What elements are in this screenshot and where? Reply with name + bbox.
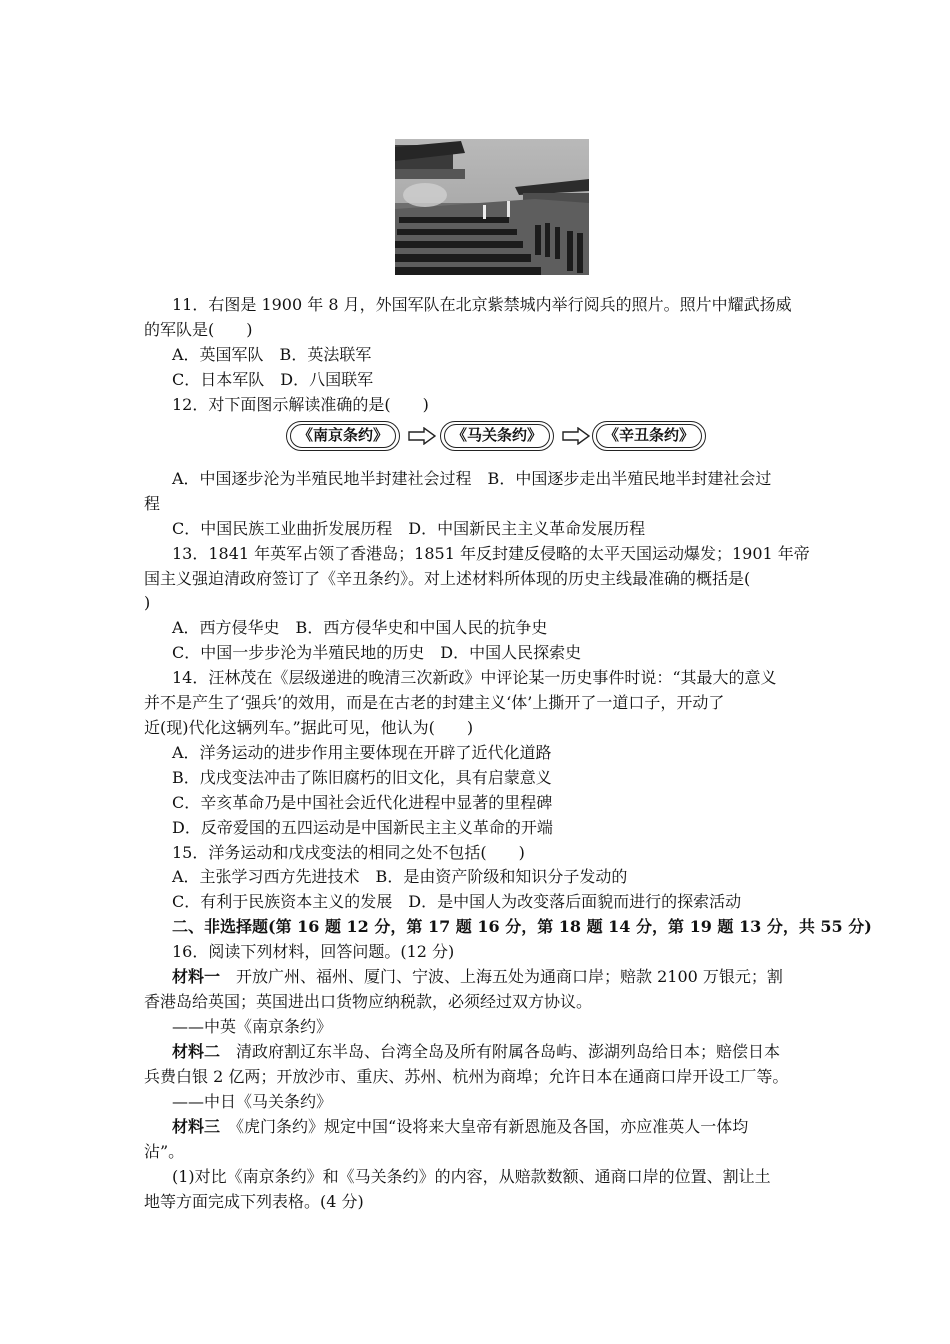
arrow-right-icon (408, 427, 436, 445)
treaty-sequence-diagram (286, 419, 706, 455)
q16-sub1-line2: 地等方面完成下列表格。(4 分) (144, 1192, 364, 1211)
q16-material3-line1 (172, 1115, 748, 1139)
q16-material2-line2: 兵费白银 2 亿两；开放沙市、重庆、苏州、杭州为商埠；允许日本在通商口岸开设工厂等。 (144, 1067, 789, 1086)
material1-text: 开放广州、福州、厦门、宁波、上海五处为通商口岸；赔款 2100 万银元；割 (220, 967, 783, 986)
treaty-nanjing-box: 《南京条约》 (286, 421, 400, 451)
q11-stem-line1: 11．右图是 1900 年 8 月，外国军队在北京紫禁城内举行阅兵的照片。照片中耀武扬威 (172, 295, 792, 314)
material3-text: 《虎门条约》规定中国“设将来大皇帝有新恩施及各国，亦应准英人一体均 (220, 1117, 749, 1136)
treaty-shimonoseki-box: 《马关条约》 (440, 421, 554, 451)
q11-option-cd: C．日本军队 D．八国联军 (172, 370, 374, 389)
q16-material1-line1 (172, 965, 783, 989)
q15-stem: 15．洋务运动和戊戌变法的相同之处不包括( ) (172, 843, 525, 862)
q14-stem-line1: 14．汪林茂在《层级递进的晚清三次新政》中评论某一历史事件时说：“其最大的意义 (172, 668, 777, 687)
q14-option-b: B．戊戌变法冲击了陈旧腐朽的旧文化，具有启蒙意义 (172, 768, 552, 787)
q15-option-ab: A．主张学习西方先进技术 B．是由资产阶级和知识分子发动的 (172, 867, 628, 886)
q14-option-d: D．反帝爱国的五四运动是中国新民主主义革命的开端 (172, 818, 553, 837)
q16-material3-line2: 沾”。 (144, 1142, 185, 1161)
q16-material1-source: ——中英《南京条约》 (172, 1017, 333, 1036)
q14-option-a: A．洋务运动的进步作用主要体现在开辟了近代化道路 (172, 743, 552, 762)
q15-option-cd: C．有利于民族资本主义的发展 D．是中国人为改变落后面貌而进行的探索活动 (172, 892, 742, 911)
material3-label: 材料三 (172, 1117, 221, 1136)
material1-label: 材料一 (172, 967, 221, 986)
q13-option-ab: A．西方侵华史 B．西方侵华史和中国人民的抗争史 (172, 618, 548, 637)
q16-sub1-line1: (1)对比《南京条约》和《马关条约》的内容，从赔款数额、通商口岸的位置、割让土 (172, 1167, 771, 1186)
forbidden-city-parade-image (395, 139, 589, 275)
q14-option-c: C．辛亥革命乃是中国社会近代化进程中显著的里程碑 (172, 793, 553, 812)
q13-stem-line1: 13．1841 年英军占领了香港岛；1851 年反封建反侵略的太平天国运动爆发；1901 年帝 (172, 544, 810, 563)
q13-option-cd: C．中国一步步沦为半殖民地的历史 D．中国人民探索史 (172, 643, 582, 662)
q12-option-ab-line2: 程 (144, 494, 161, 513)
q13-stem-line2: 国主义强迫清政府签订了《辛丑条约》。对上述材料所体现的历史主线最准确的概括是( (144, 569, 751, 588)
q14-stem-line2: 并不是产生了‘强兵’的效用，而是在古老的封建主义‘体’上撕开了一道口子，开动了 (144, 693, 725, 712)
q16-material2-source: ——中日《马关条约》 (172, 1092, 333, 1111)
q11-stem-line2: 的军队是( ) (144, 320, 253, 339)
q13-stem-line3: ) (144, 593, 151, 612)
parade-photo (395, 139, 589, 275)
q16-stem: 16．阅读下列材料，回答问题。(12 分) (172, 942, 455, 961)
treaty-boxer-box: 《辛丑条约》 (592, 421, 706, 451)
q12-option-cd: C．中国民族工业曲折发展历程 D．中国新民主主义革命发展历程 (172, 519, 646, 538)
section2-heading: 二、非选择题(第 16 题 12 分，第 17 题 16 分，第 18 题 14 分，第 19 题 13 分，共 55 分) (172, 917, 872, 936)
q12-option-ab-line1: A．中国逐步沦为半殖民地半封建社会过程 B．中国逐步走出半殖民地半封建社会过 (172, 469, 772, 488)
arrow-right-icon (562, 427, 590, 445)
q16-material2-line1 (172, 1040, 780, 1064)
q14-stem-line3: 近(现)代化这辆列车。”据此可见，他认为( ) (144, 718, 474, 737)
material2-text: 清政府割辽东半岛、台湾全岛及所有附属各岛屿、澎湖列岛给日本；赔偿日本 (220, 1042, 781, 1061)
material2-label: 材料二 (172, 1042, 221, 1061)
q16-material1-line2: 香港岛给英国；英国进出口货物应纳税款，必须经过双方协议。 (144, 992, 593, 1011)
q12-stem: 12．对下面图示解读准确的是( ) (172, 395, 429, 414)
q11-option-ab: A．英国军队 B．英法联军 (172, 345, 372, 364)
